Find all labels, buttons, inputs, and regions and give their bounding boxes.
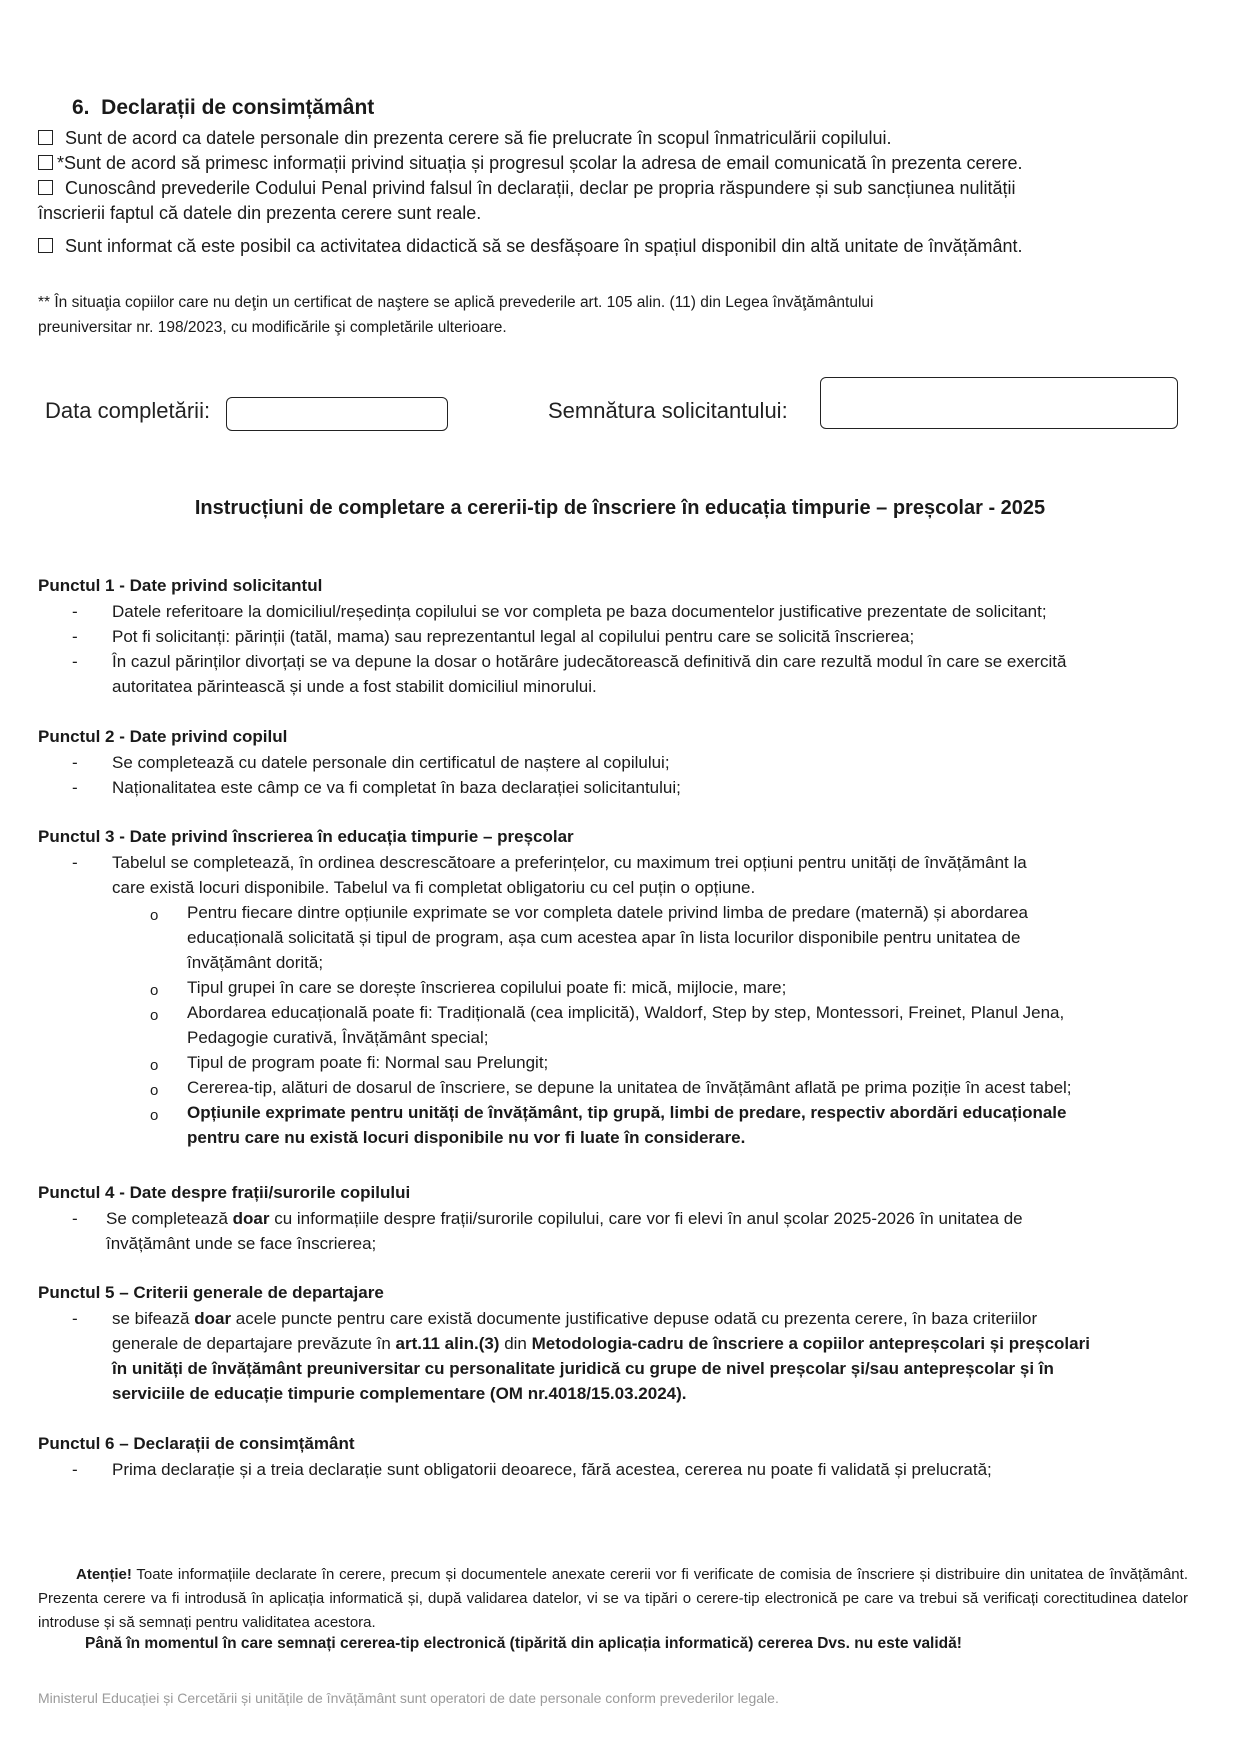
section-6-title: 6. Declarații de consimțământ [72,96,375,119]
list-item-continuation: care există locuri disponibile. Tabelul va fi completat obligatoriu cu cel puțin o opțiune. [112,878,756,897]
section-3-heading: Punctul 3 - Date privind înscrierea în educația timpurie – preșcolar [38,827,574,846]
sub-item: Tipul grupei în care se dorește înscrierea copilului poate fi: mică, mijlocie, mare; [187,978,787,997]
checkbox-declaration-1[interactable] [38,130,53,145]
attention-text: Toate informațiile declarate în cerere, precum și documentele anexate cererii vor fi verificate de comisia de înscriere și distribuire din unitatea de învățământ. Prezenta cerere va fi introdusă în aplicația informatică și, după validarea datelor, vi se va tipări o cerere-tip electronică pe care va trebui să verificați corectitudinea datelor introduse și să semnați pentru validitatea acestora. [38,1566,1188,1631]
sub-item-continuation: Pedagogie curativă, Învățământ special; [187,1028,489,1047]
attention-label: Atenție! [76,1566,132,1583]
sub-item-continuation: învățământ dorită; [187,953,324,972]
section-5-heading: Punctul 5 – Criterii generale de departajare [38,1283,384,1302]
list-item: Se completează cu datele personale din certificatul de naștere al copilului; [112,753,670,772]
sub-item: Cererea-tip, alături de dosarul de înscriere, se depune la unitatea de învățământ aflată pe prima poziție în acest tabel; [187,1078,1072,1097]
list-item: Datele referitoare la domiciliul/reședința copilului se vor completa pe baza documentelor justificative prezentate de solicitant; [112,602,1047,621]
instructions-title: Instrucțiuni de completare a cererii-tip de înscriere în educația timpurie – preșcolar - 2025 [194,497,1046,519]
list-item: În cazul părinților divorțați se va depune la dosar o hotărâre judecătorească definitivă din care rezultă modul în care se exercită [112,652,1067,671]
footnote-line-2: preuniversitar nr. 198/2023, cu modificările şi completările ulterioare. [38,319,507,336]
sub-item-continuation: educațională solicitată și tipul de program, așa cum acestea apar în lista locurilor disponibile pentru unitatea de [187,928,1021,947]
attention-note [38,1563,1188,1635]
list-item-continuation: autoritatea părintească și unde a fost stabilit domiciliul minorului. [112,677,597,696]
declaration-2-text: *Sunt de acord să primesc informații privind situația și progresul școlar la adresa de email comunicată în prezenta cerere. [57,153,1023,173]
section-6-instructions-heading: Punctul 6 – Declarații de consimțământ [38,1434,355,1453]
document-page: 6. Declarații de consimțământ Sunt de acord ca datele personale din prezenta cerere să fie prelucrate în scopul înmatriculării copilului. *Sunt de acord să primesc informații privind situația și progresul școlar la adresa de email comunicată în prezenta cerere. Cunoscând prevederile Codului Penal privind falsul în declarații, declar pe propria răspundere și sub sancțiunea nulității înscrierii faptul că datele din prezenta cerere sunt reale. Sunt informat că este posibil ca activitatea didactică să se desfășoare în spațiul disponibil din altă unitate de învățământ. ** În situaţia copiilor care nu deţin un certificat de naştere se aplică prevederile art. 105 alin. (11) din Legea învăţământului preuniversitar nr. 198/2023, cu modificările şi completările ulterioare. Data completării: Semnătura solicitantului: Instrucțiuni de completare a cererii-tip de înscriere în educația timpurie – preșcolar - 2025 Punctul 1 - Date privind solicitantul - Datele referitoare la domiciliul/reședința copilului se vor completa pe baza documentelor justificative prezentate de solicitant; - Pot fi solicitanți: părinții (tatăl, mama) sau reprezentantul legal al copilului pentru care se solicită înscrierea; - În cazul părinților divorțați se va depune la dosar o hotărâre judecătorească definitivă din care rezultă modul în care se exercită autoritatea părintească și unde a fost stabilit domiciliul minorului. Punctul 2 - Date privind copilul - Se completează cu datele personale din certificatul de naștere al copilului; - Naționalitatea este câmp ce va fi completat în baza declarației solicitantului; Punctul 3 - Date privind înscrierea în educația timpurie – preșcolar - Tabelul se completează, în ordinea descrescătoare a preferințelor, cu maximum trei opțiuni pentru unități de învățământ la care există locuri disponibile. Tabelul va fi completat obligatoriu cu cel puțin o opțiune. o Pentru fiecare dintre opțiunile exprimate se vor completa datele privind limba de predare (maternă) și abordarea educațională solicitată și tipul de program, așa cum acestea apar în lista locurilor disponibile pentru unitatea de învățământ dorită; o Tipul grupei în care se dorește înscrierea copilului poate fi: mică, mijlocie, mare; o Abordarea educațională poate fi: Tradițională (cea implicită), Waldorf, Step by step, Montessori, Freinet, Planul Jena, Pedagogie curativă, Învățământ special; o Tipul de program poate fi: Normal sau Prelungit; o Cererea-tip, alături de dosarul de înscriere, se depune la unitatea de învățământ aflată pe prima poziție în acest tabel; o Opțiunile exprimate pentru unități de învățământ, tip grupă, limbi de predare, respectiv abordări educaționale pentru care nu există locuri disponibile nu vor fi luate în considerare. Punctul 4 - Date despre frații/surorile copilului - Se completează doar cu informațiile despre frații/surorile copilului, care vor fi elevi în anul școlar 2025-2026 în unitatea de învățământ unde se face înscrierea; Punctul 5 – Criterii generale de departajare - se bifează doar acele puncte pentru care există documente justificative depuse odată cu prezenta cerere, în baza criteriilor generale de departajare prevăzute în art.11 alin.(3) din Metodologia-cadru de înscriere a copiilor antepreșcolari și preșcolari în unități de învățământ preuniversitar cu personalitate juridică cu grupe de nivel preșcolar și/sau antepreșcolar și în serviciile de educație timpurie complementare (OM nr.4018/15.03.2024). Punctul 6 – Declarații de consimțământ - Prima declarație și a treia declarație sunt obligatorii deoarece, fără acestea, cererea nu poate fi validată și prelucrată; Atenție! Toate informațiile declarate în cerere, precum și documentele anexate cererii vor fi verificate de comisia de înscriere și distribuire din unitatea de învățământ. Prezenta cerere va fi introdusă în aplicația informatică și, după validarea datelor, vi se va tipări o cerere-tip electronică pe care va trebui să verificați corectitudinea datelor introduse și să semnați pentru validitatea acestora. Până în momentul în care semnați cererea-tip electronică (tipărită din aplicația informatică) cererea Dvs. nu este validă! Ministerul Educației și Cercetării și unitățile de învățământ sunt operatori de date personale conform prevederilor legale. [0,0,1240,1753]
list-item-continuation: serviciile de educație timpurie complementare (OM nr.4018/15.03.2024). [112,1384,687,1403]
declaration-4 [38,234,1198,258]
list-item: Se completează doar cu informațiile despre frații/surorile copilului, care vor fi elevi în anul școlar 2025-2026 în unitatea de [106,1209,1023,1228]
declaration-2 [38,151,1198,175]
section-2-heading: Punctul 2 - Date privind copilul [38,727,288,746]
list-item: Tabelul se completează, în ordinea descrescătoare a preferințelor, cu maximum trei opțiuni pentru unități de învățământ la [112,853,1027,872]
sub-item: Pentru fiecare dintre opțiunile exprimate se vor completa datele privind limba de predare (maternă) și abordarea [187,903,1028,922]
section-4-heading: Punctul 4 - Date despre frații/surorile copilului [38,1183,411,1202]
date-field[interactable] [226,397,448,431]
attention-final: Până în momentul în care semnați cererea-tip electronică (tipărită din aplicația informatică) cererea Dvs. nu este validă! [85,1635,962,1652]
date-label: Data completării: [45,398,211,423]
list-item: Naționalitatea este câmp ce va fi completat în baza declarației solicitantului; [112,778,681,797]
signature-field[interactable] [820,377,1178,429]
declaration-1-text: Sunt de acord ca datele personale din prezenta cerere să fie prelucrate în scopul înmatriculării copilului. [65,128,892,148]
sub-item-continuation: pentru care nu există locuri disponibile nu vor fi luate în considerare. [187,1128,746,1147]
list-item: Pot fi solicitanți: părinții (tatăl, mama) sau reprezentantul legal al copilului pentru care se solicită înscrierea; [112,627,915,646]
checkbox-declaration-3[interactable] [38,180,53,195]
footer-note: Ministerul Educației și Cercetării și unitățile de învățământ sunt operatori de date personale conform prevederilor legale. [38,1690,779,1706]
declaration-3 [38,176,1198,200]
signature-label: Semnătura solicitantului: [548,398,788,423]
declaration-4-text: Sunt informat că este posibil ca activitatea didactică să se desfășoare în spațiul disponibil din altă unitate de învățământ. [65,236,1023,256]
section-1-heading: Punctul 1 - Date privind solicitantul [38,576,323,595]
list-item-continuation: în unități de învățământ preuniversitar cu personalitate juridică cu grupe de nivel preșcolar și/sau antepreșcolar și în [112,1359,1054,1378]
declaration-3-text: Cunoscând prevederile Codului Penal privind falsul în declarații, declar pe propria răspundere și sub sancțiunea nulității [65,178,1016,198]
list-item: Prima declarație și a treia declarație sunt obligatorii deoarece, fără acestea, cererea nu poate fi validată și prelucrată; [112,1460,992,1479]
sub-item: Tipul de program poate fi: Normal sau Prelungit; [187,1053,549,1072]
sub-item-bold: Opțiunile exprimate pentru unități de învățământ, tip grupă, limbi de predare, respectiv abordări educaționale [187,1103,1067,1122]
list-item: se bifează doar acele puncte pentru care există documente justificative depuse odată cu prezenta cerere, în baza criteriilor [112,1309,1038,1328]
list-item-continuation: generale de departajare prevăzute în art.11 alin.(3) din Metodologia-cadru de înscriere a copiilor antepreșcolari și preșcolari [112,1334,1090,1353]
list-item-continuation: învățământ unde se face înscrierea; [106,1234,377,1253]
checkbox-declaration-4[interactable] [38,238,53,253]
footnote-line-1: ** În situaţia copiilor care nu deţin un certificat de naştere se aplică prevederile art. 105 alin. (11) din Legea învăţământului [38,294,874,311]
checkbox-declaration-2[interactable] [38,155,53,170]
sub-item: Abordarea educațională poate fi: Tradițională (cea implicită), Waldorf, Step by step, Montessori, Freinet, Planul Jena, [187,1003,1065,1022]
declaration-3-continuation: înscrierii faptul că datele din prezenta cerere sunt reale. [38,203,482,223]
footnote [38,290,1188,340]
declaration-1 [38,126,1198,150]
